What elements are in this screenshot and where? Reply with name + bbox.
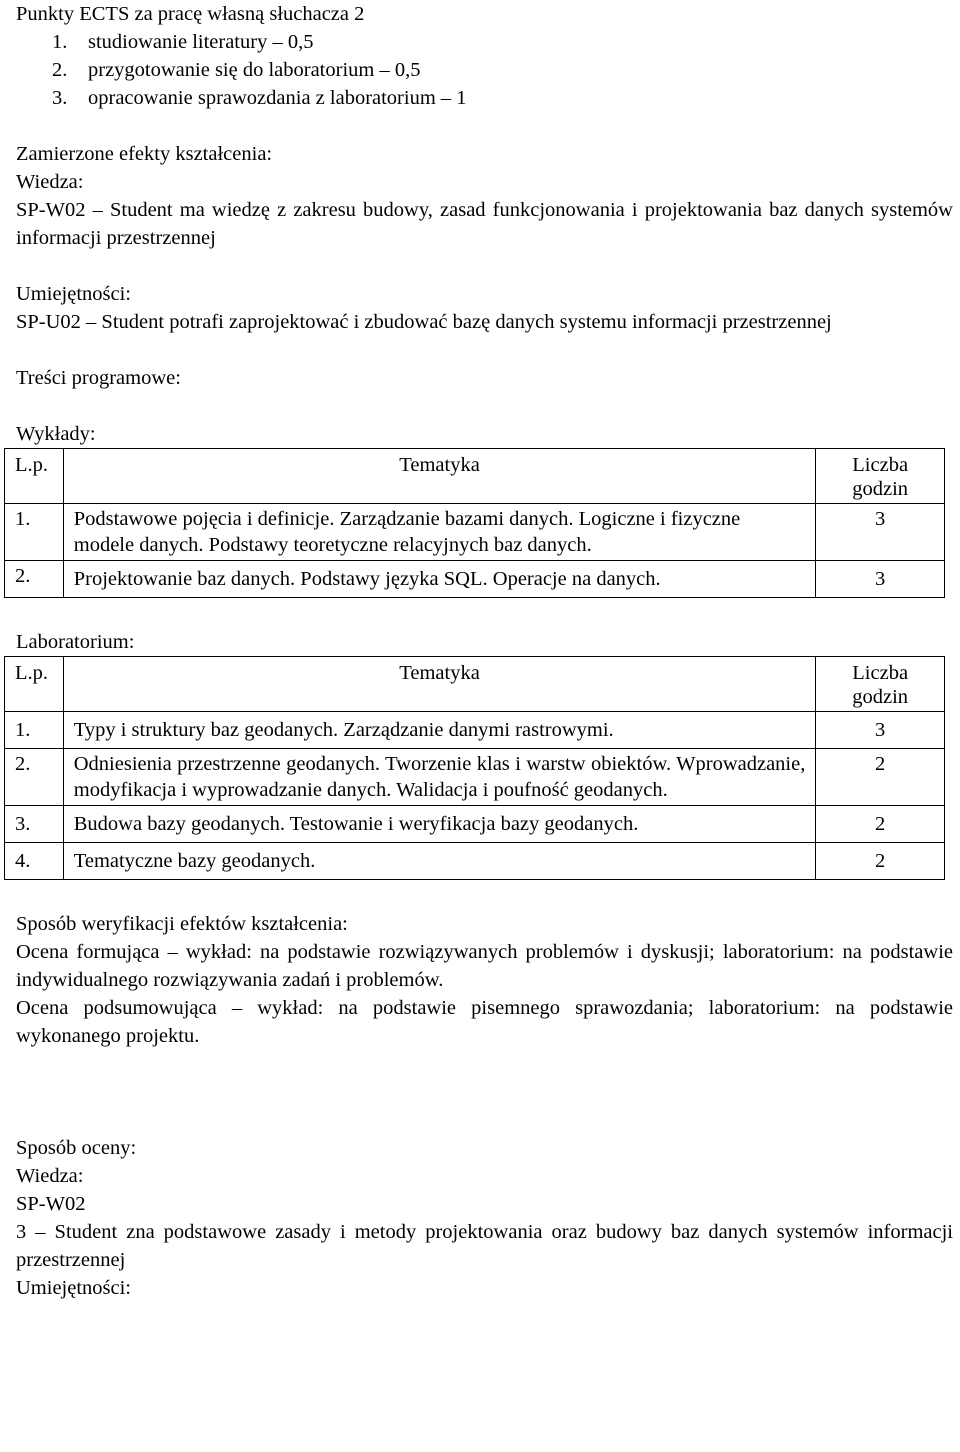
lp-header: L.p. <box>5 449 64 504</box>
table-row: 3. Budowa bazy geodanych. Testowanie i weryfikacja bazy geodanych. 2 <box>5 806 945 843</box>
document-page <box>16 0 953 1302</box>
outcomes-heading: Zamierzone efekty kształcenia: <box>16 143 273 165</box>
list-item: 2. przygotowanie się do laboratorium – 0,5 <box>52 59 421 81</box>
ects-list <box>16 28 953 112</box>
lp-header: L.p. <box>5 657 64 712</box>
verification-heading: Sposób weryfikacji efektów kształcenia: <box>16 913 348 935</box>
table-header-row <box>5 657 945 712</box>
hours-header: Liczba godzin <box>816 657 945 712</box>
program-heading: Treści programowe: <box>16 367 181 389</box>
summative-assessment: Ocena podsumowująca – wykład: na podstawie pisemnego sprawozdania; laboratorium: na podstawie wykonanego projektu. <box>16 997 953 1047</box>
table-row: 2. Projektowanie baz danych. Podstawy języka SQL. Operacje na danych. 3 <box>5 561 945 598</box>
table-row: 1. Typy i struktury baz geodanych. Zarządzanie danymi rastrowymi. 3 <box>5 712 945 749</box>
lectures-table <box>4 448 945 598</box>
topic-header: Tematyka <box>63 657 816 712</box>
knowledge-outcome: SP-W02 – Student ma wiedzę z zakresu budowy, zasad funkcjonowania i projektowania baz danych systemów informacji przestrzennej <box>16 199 953 249</box>
assessment-heading: Sposób oceny: <box>16 1137 137 1159</box>
formative-assessment: Ocena formująca – wykład: na podstawie rozwiązywanych problemów i dyskusji; laboratorium: na podstawie indywidualnego rozwiązywania zadań i problemów. <box>16 941 953 991</box>
skills-outcome: SP-U02 – Student potrafi zaprojektować i zbudować bazę danych systemu informacji przestrzennej <box>16 311 832 333</box>
topic-header: Tematyka <box>63 449 816 504</box>
assessment-knowledge-label: Wiedza: <box>16 1165 84 1187</box>
table-row: 2. Odniesienia przestrzenne geodanych. Tworzenie klas i warstw obiektów. Wprowadzanie, modyfikacja i wyprowadzanie danych. Walidacja i poufność geodanych. 2 <box>5 749 945 806</box>
table-row: 1. Podstawowe pojęcia i definicje. Zarządzanie bazami danych. Logiczne i fizyczne modele danych. Podstawy teoretyczne relacyjnych baz danych. 3 <box>5 504 945 561</box>
assessment-skills-label: Umiejętności: <box>16 1277 132 1299</box>
assessment-code: SP-W02 <box>16 1193 86 1215</box>
list-item: 3. opracowanie sprawozdania z laboratorium – 1 <box>52 87 467 109</box>
list-item: 1. studiowanie literatury – 0,5 <box>52 31 314 53</box>
hours-header: Liczba godzin <box>816 449 945 504</box>
grade-criterion: 3 – Student zna podstawowe zasady i metody projektowania oraz budowy baz danych systemów informacji przestrzennej <box>16 1221 953 1271</box>
ects-heading: Punkty ECTS za pracę własną słuchacza 2 <box>16 3 365 25</box>
skills-label: Umiejętności: <box>16 283 132 305</box>
table-header-row <box>5 449 945 504</box>
knowledge-label: Wiedza: <box>16 171 84 193</box>
labs-label: Laboratorium: <box>16 631 135 653</box>
lectures-label: Wykłady: <box>16 423 96 445</box>
labs-table <box>4 656 945 880</box>
table-row: 4. Tematyczne bazy geodanych. 2 <box>5 843 945 880</box>
